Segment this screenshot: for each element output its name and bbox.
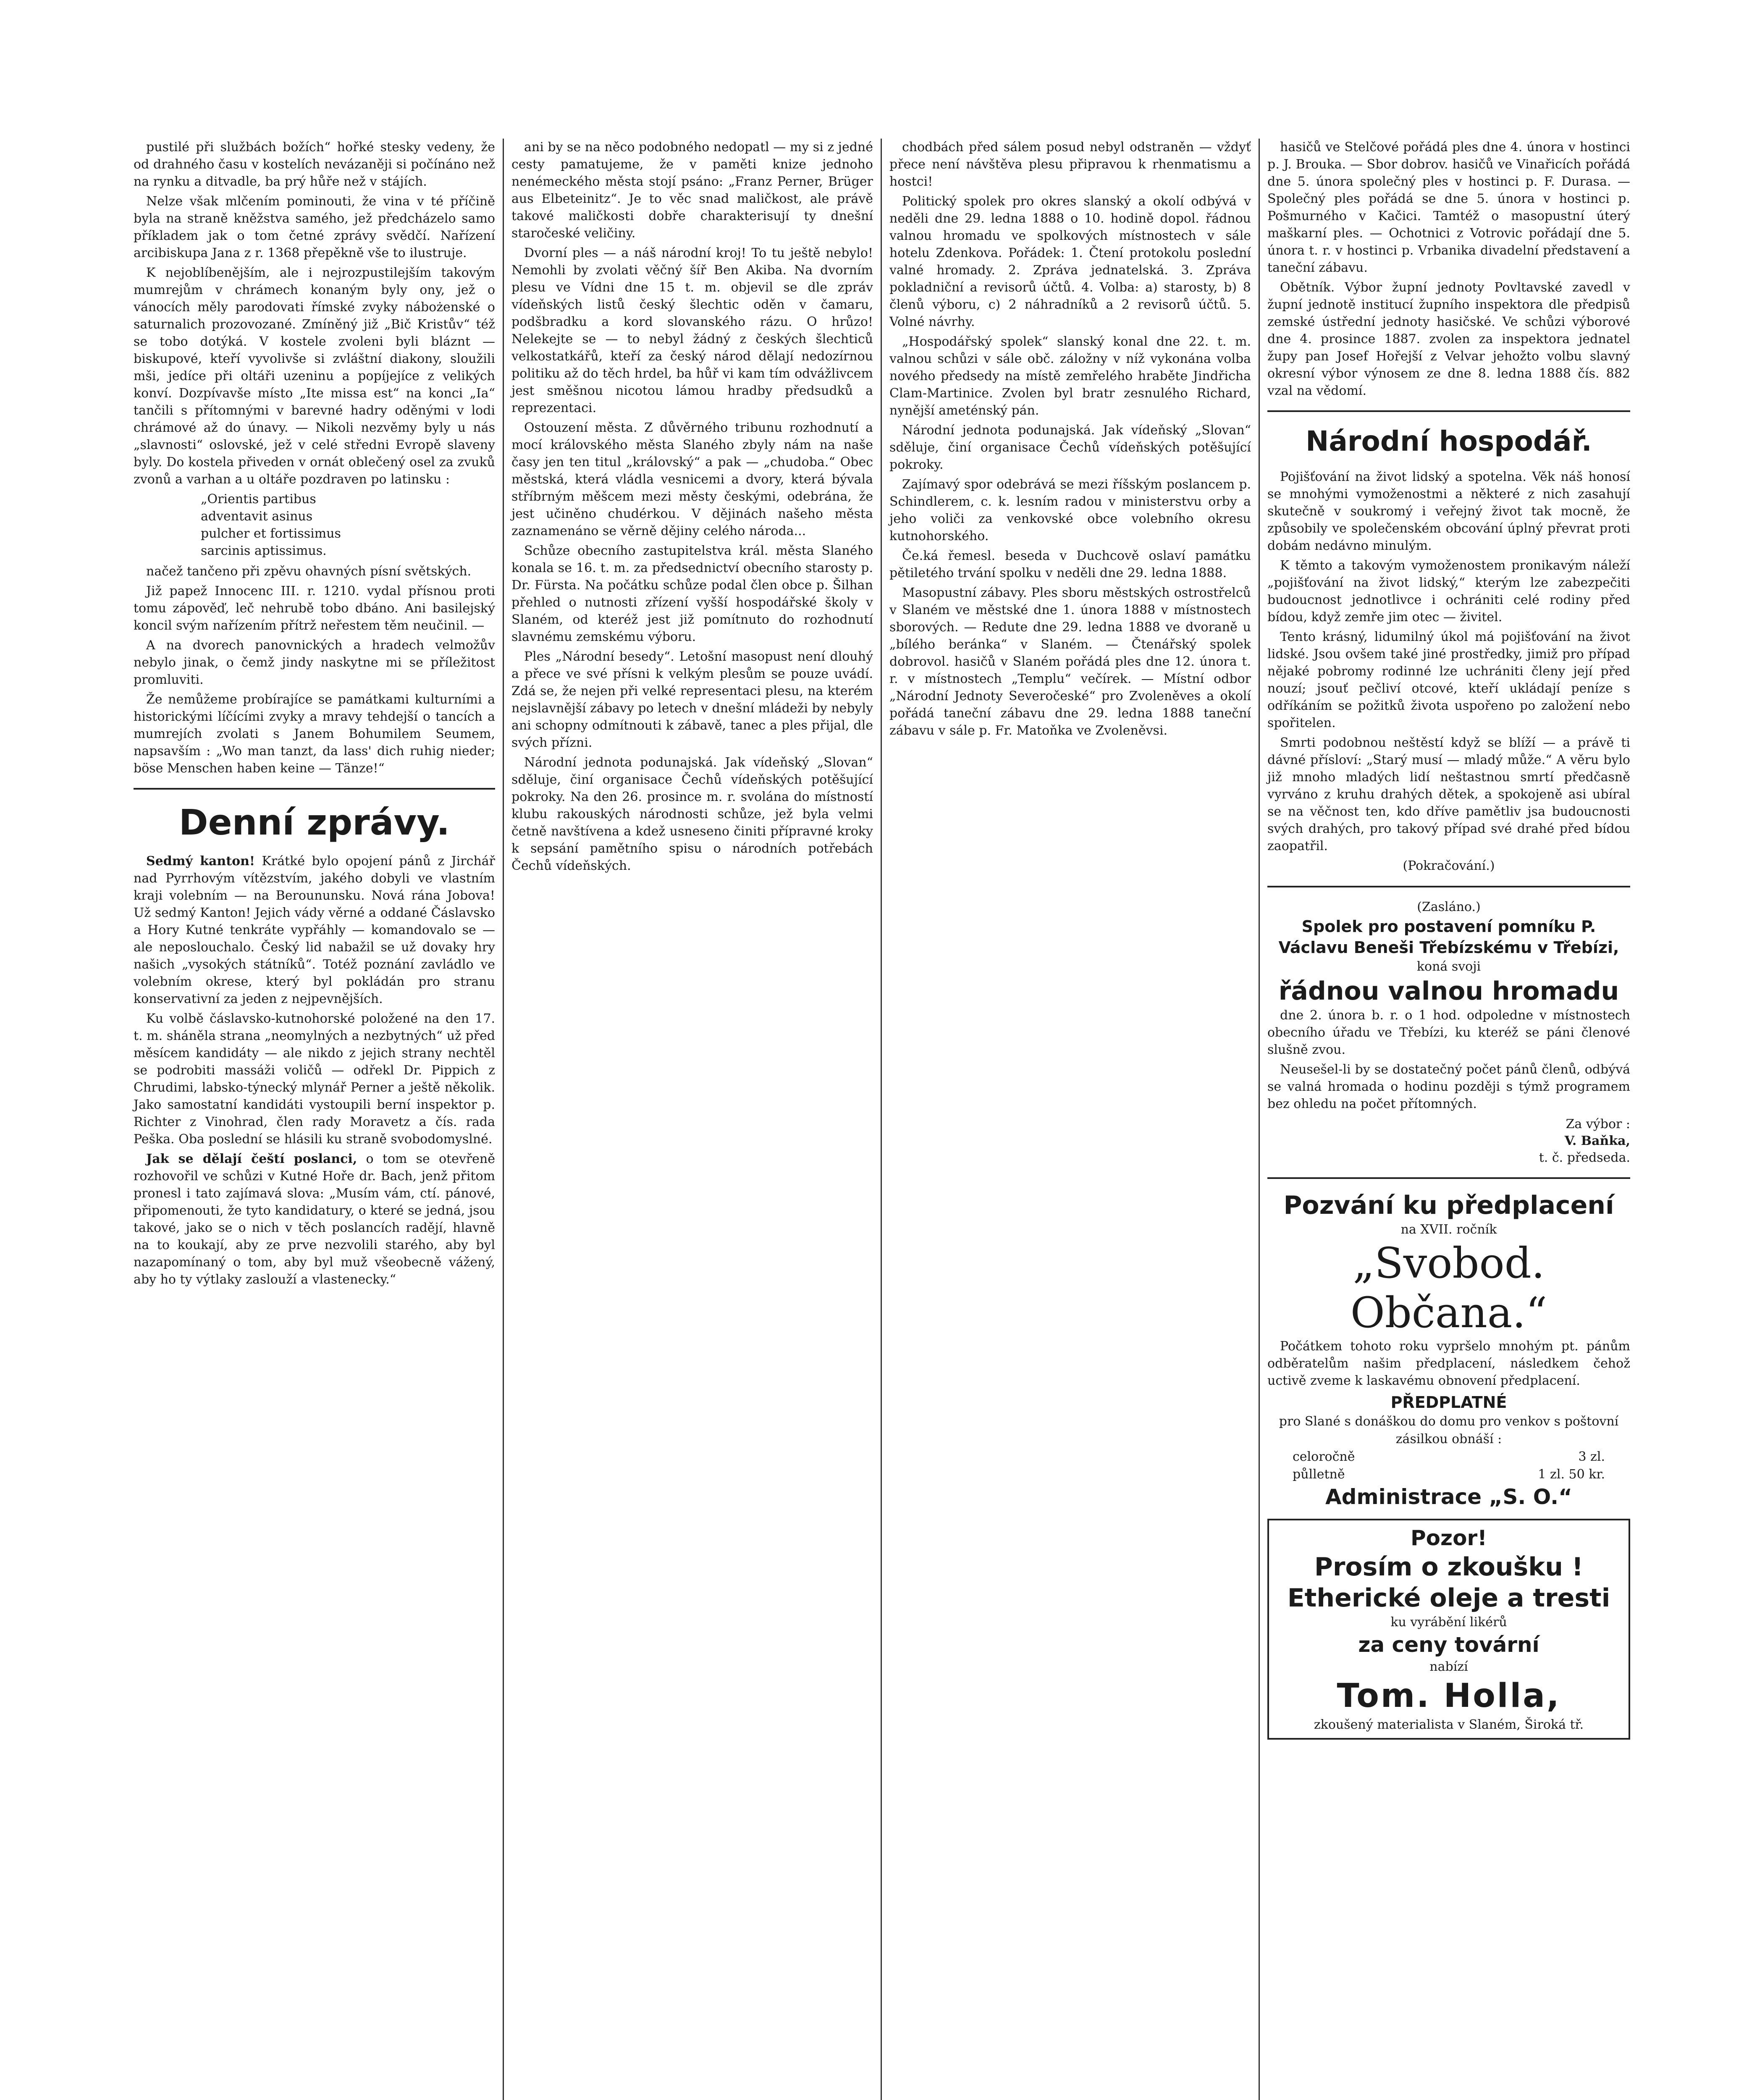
ad-line: za ceny tovární [1358,1633,1539,1657]
article-paragraph: chodbách před sálem posud nebyl odstraněn — vždyť přece není návštěva plesu připravou k rhenmatismu a hostci! [889,140,1251,189]
article-paragraph: Národní jednota podunajská. Jak vídeňský „Slovan“ sděluje, činí organisace Čechů vídeňských potěšující pokroky. Na den 26. prosince m. r. svolána do místností klubu rakouských národnosti schůze, jež byla velmi četně navštívena a kdež usneseno činiti přípravné kroky k sepsání pamětního spisu o národních potřebách Čechů vídeňských. [511,755,873,873]
ad-administration: Administrace „S. O.“ [1325,1485,1572,1509]
article-paragraph: Ples „Národní besedy“. Letošní masopust není dlouhý a přece ve své přísni k velkým plesům se pouze uvádí. Zdá se, že nejen při velké representaci plesu, na kterém nejslavnější zábavy po letech v dnešní mládeži by nebyly ani schopny odmítnouti k zábavě, tanec a ples přijal, dle svých přízni. [511,649,873,750]
article-paragraph: Schůze obecního zastupitelstva král. města Slaného konala se 16. t. m. za předsednictví obecního starosty p. Dr. Fürsta. Na počátku schůze podal člen obce p. Šilhan přehled o nutnosti zřízení vyšší hospodářské školy v Slaném, od kteréž jest již pomítnuto do rozhodnutí slavnému zemskému výboru. [511,543,873,644]
verse-line: „Orientis partibus [201,492,316,507]
divider [1267,886,1630,887]
news-item [134,853,495,1008]
section-heading-narodni-hospodar: Národní hospodář. [1306,425,1592,457]
verse-line: adventavit asinus [201,509,313,524]
article-paragraph: „Hospodářský spolek“ slanský konal dne 22. t. m. valnou schůzi v sále obč. záložny v níž vykonána volba nového předsedy na místě zemřelého hraběte Jindřicha Clam-Martinice. Zvolen byl bratr zesnulého Richard, nynější ameténský pán. [889,334,1251,418]
ad-org: Spolek pro postavení pomníku P. Václavu Beneši Třebízskému v Třebízi, [1278,917,1619,957]
ad-line: Etherické oleje a tresti [1287,1583,1610,1613]
article-paragraph: Již papež Innocenc III. r. 1210. vydal přísnou proti tomu zápověď, leč nehrubě tobo dbáno. Ani basilejský koncil svým nařízením přítrž neřestem těm neučinil. — [134,584,495,633]
article-paragraph: Pojišťování na život lidský a spotelna. Věk náš honosí se mnohými vymoženostmi a některé z nich zasahují skutečně v soukromý i veřejný život tak mocně, že způsobily ve společenském obcování úplný převrat proti dobám nedávno minulým. [1267,470,1630,553]
article-paragraph: Tento krásný, lidumilný úkol má pojišťování na život lidské. Jsou ovšem také jiné prostředky, jimiž pro případ nějaké pobromy rodinné lze uchrániti členy její před nouzí; jsouť pečliví otcové, kteří ukládají peníze s odříkáním se požitků života uspořeno po založení nebo spořitelen. [1267,630,1630,730]
verse-line: pulcher et fortissimus [201,526,341,541]
ad-subtitle: PŘEDPLATNÉ [1390,1393,1507,1412]
ad-line: zkoušený materialista v Slaném, Široká tř. [1314,1717,1584,1732]
ad-title: řádnou valnou hromadu [1278,976,1619,1006]
ad-etherical-oils [1267,1519,1630,1740]
article-paragraph: Če.ká řemesl. beseda v Duchcově oslaví památku pětiletého trvání spolku v neděli dne 29. ledna 1888. [889,549,1251,580]
column-4 [1260,139,1638,2100]
divider [1267,1177,1630,1179]
article-paragraph: Nelze však mlčením pominouti, že vina v té příčině byla na straně kněžstva samého, jež předcházelo samo příkladem jak o tom četné zprávy svědčí. Nařízení arcibiskupa Jana z r. 1368 přepěkně vše to ilustruje. [134,194,495,260]
news-text: Ku volbě čáslavsko-kutnohorské položené na den 17. t. m. sháněla strana „neomylných a nezbytných“ už před měsícem kandidáty — ale nikdo z jejich strany nechtěl se podrobiti massáži voličů — odřekl Dr. Pippich z Chrudimi, labsko-týnecký mlynář Perner a ještě několik. Jako samostatní kandidáti vystoupili berní inspektor p. Richter z Vinohrad, člen rady Moravetz a čís. rada Peška. Oba poslední se hlásili ku straně svobodomyslné. [134,1011,495,1147]
article-paragraph: načež tančeno při zpěvu ohavných písní světských. [146,564,472,579]
news-lead: Sedmý kanton! [146,854,255,869]
ad-line: nabízí [1429,1659,1468,1674]
article-paragraph: Že nemůžeme probírajíce se památkami kulturními a historickými líčícími zvyky a mravy tehdejší o tancích a mumrejích zvolati s Janem Bohumilem Seumem, napsavším : „Wo man tanzt, da lass' dich ruhig nieder; böse Menschen haben keine — Tänze!“ [134,692,495,776]
columns [126,139,1681,2100]
price-row: půlletně 1 zl. 50 kr. [1293,1467,1605,1482]
ad-body: Neusešel-li by se dostatečný počet pánů členů, odbývá se valná hromada o hodinu později s týmž programem bez ohledu na počet přítomných. [1267,1062,1630,1111]
news-text: o tom se otevřeně rozhovořil ve schůzi v Kutné Hoře dr. Bach, jenž přitom pronesl i tato zajímavá slova: „Musím vám, ctí. pánové, připomenouti, že tyto kandidatury, o které se jedná, jsou takové, jako se o nich v těch poslancích radějí, hlavně na to koukají, aby ze prve nezvolili starého, aby byl nazapomínaný o tom, aby byl muž všeobecně vážený, aby ho ty výtlaky zaslouží a vlastenecky.“ [134,1152,495,1287]
ad-line: ku vyrábění likérů [1390,1615,1507,1630]
ad-valna-hromada [1267,916,1630,1166]
divider [1267,410,1630,412]
article-paragraph: Obětník. Výbor župní jednoty Povltavské zavedl v župní jednotě institucí župního inspektora dle předpisů zemské ústřední jednoty hasičské. Ve schůzi výborové dne 4. prosince 1887. zvolen za inspektora jednatel župy pan Josef Hořejší z Velvar jehožto volbu slavný okresní výbor výnosem ze dne 8. ledna 1888 čís. 882 vzal na vědomí. [1267,280,1630,398]
ad-line: Pozor! [1411,1526,1487,1550]
article-paragraph: pustilé při službách božích“ hořké stesky vedeny, že od drahného času v kostelích nevázaněji si počínáno než na rynku a ditvadle, ba prý hůře než v stájích. [134,140,495,189]
article-paragraph: ani by se na něco podobného nedopatl — my si z jedné cesty pamatujeme, že v paměti knize jednoho nenémeckého města stojí psáno: „Franz Perner, Brüger aus Elbeteinitz“. Je to věc snad maličkost, ale právě takové maličkosti dobře charakterisují ty dnešní staročeské veličiny. [511,140,873,241]
ad-merchant: Tom. Holla, [1337,1677,1561,1715]
article-paragraph: Zajímavý spor odebrává se mezi říšským poslancem p. Schindlerem, c. k. lesním radou v ministerstvu orby a jeho voliči za venkovské obce volebního okresu kutnohorského. [889,477,1251,543]
article-paragraph: Ostouzení města. Z důvěrného tribunu rozhodnutí a mocí královského města Slaného zbyly nám na naše časy jen ten titul „královský“ a pak — „chudoba.“ Obec městská, která vládla vesnicemi a dvory, která bývala stříbrným měšcem mezi městy českými, odebrána, že jest učiněno chudérkou. V dějinách našeho města zaznamenáno se věrně dějiny celého národa... [511,420,873,538]
continued-note: (Pokračování.) [1403,858,1495,873]
column-1 [126,139,504,2100]
verse-line: sarcinis aptissimus. [201,543,327,558]
column-3 [882,139,1260,2100]
section-heading-denni-zpravy: Denní zprávy. [178,802,450,843]
article-paragraph: Smrti podobnou neštěstí když se blíží — a právě ti dávné přísloví: „Starý musí — mladý může.“ A věru bylo již mnoho mladých lidí neštastnou smrtí předčasně vyrváno z kruhu drahých dětek, a spokojeně asi ubíral se na věčnost ten, kdo dříve pamětliv jsa budoucnosti svých drahých, pro takový případ své drahé před bídou zaopatřil. [1267,735,1630,853]
article-paragraph: Masopustní zábavy. Ples sboru městských ostrostřelců v Slaném ve městské dne 1. února 1888 v místnostech sborových. — Redute dne 29. ledna 1888 ve dvoraně u „bílého beránka“ v Slaném. — Čtenářský spolek dobrovol. hasičů v Slaném pořádá ples dne 12. února t. r. v místnostech „Templu“ večírek. — Místní odbor „Národní Jednoty Severočeské“ pro Zvoleněves a okolí pořádá taneční zábavu dne 29. ledna 1888 taneční zábavu v sále p. Fr. Matoňka ve Zvoleněvsi. [889,585,1251,738]
ad-line: Prosím o zkoušku ! [1314,1552,1584,1582]
ad-title: Pozvání ku předplacení [1283,1191,1614,1220]
article-paragraph: K těmto a takovým vymoženostem pronikavým náleží „pojišťování na život lidský,“ kterým lze zabezpečiti budoucnost jednotlivce i ochrániti celé rodiny před bídou, když zemře jim otec — živitel. [1267,558,1630,625]
ad-newspaper-name: „Svobod. Občana.“ [1350,1239,1547,1337]
article-paragraph: A na dvorech panovnických a hradech velmožův nebylo jinak, o čemž jindy naskytne mi se příležitost promluviti. [134,638,495,687]
news-item [134,1150,495,1288]
article-paragraph: K nejoblíbenějším, ale i nejrozpustilejším takovým mumrejům v chrámech konaným byly ony, jež o vánocích měly parodovati římské zvyky nábożenské o saturnalich prozovozané. Zmíněný již „Bič Kristův“ též se tobo dotýká. V kostele zvoleni byli bláznt — biskupové, kteří vyvolivše si zvláštní diakony, sloužili mši, jedíce při oltáři uzeninu a popíjejíce z velikých konví. Dozpívavše místo „Ite missa est“ na konci „Ia“ tančili s přítomnými v barevné hadry oděnými v lodi chrámové až do únavy. — Nikoli nezvěmy byly u nás „slavnosti“ oslovské, jež v celé středni Evropě slaveny byly. Do kostela přiveden v ornát oblečený osel za zvuků zvonů a varhan a u oltáře pozdraven po latinsku : [134,265,495,487]
latin-verse [201,491,495,559]
ad-signature: Za výbor : V. Baňka, t. č. předseda. [1539,1117,1630,1165]
ad-line: na XVII. ročník [1400,1222,1497,1237]
ad-body: Počátkem tohoto roku vypršelo mnohým pt. pánům odběratelům našim předplacení, následkem čehož uctivě zveme k laskavému obnovení předplacení. [1267,1339,1630,1388]
news-text: Krátké bylo opojení pánů z Jirchář nad Pyrrhovým vítězstvím, jakého dobyli ve vlastním kraji volebním — na Beroununsku. Nová rána Jobova! Už sedmý Kanton! Jejich vády věrné a oddané Čáslavsko a Hory Kutné tenkráte vypřáhly — komandovalo se — ale neposlouchalo. Český lid nabažil se už dovaky hry našich „vysokých státníků“. Totéž poznání zavládlo ve volebním okrese, který byl pokládán pro stranu konservativní za jeden z nejpevnějších. [134,854,496,1006]
article-paragraph: Národní jednota podunajská. Jak vídeňský „Slovan“ sděluje, činí organisace Čechů vídeňských potěšující pokroky. [889,423,1251,472]
article-paragraph: Dvorní ples — a náš národní kroj! To tu ještě nebylo! Nemohli by zvolati věčný šíř Ben Akiba. Na dvorním plesu ve Vídni dne 15 t. m. objevil se dle zpráv vídeňských listů český šlechtic oděn v čamaru, podšbradku a kord slovanského rázu. O hrůzo! Nelekejte se — to nebyl žádný z českých šlechticů velkostatkářů, kteří za český národ dělají nedozírnou politiku až do těch hrdel, ba hůř vi kam tím odvážlivcem jest směšnou nicotou lámou hradby předsudků a reprezentaci. [511,246,873,415]
news-lead: Jak se dělají čeští poslanci, [146,1152,357,1166]
ad-body: dne 2. února b. r. o 1 hod. odpoledne v místnostech obecního úřadu ve Třebízi, ku kteréž se páni členové slušně zvou. [1267,1008,1630,1057]
ad-line: pro Slané s donáškou do domu pro venkov s poštovní zásilkou obnáší : [1279,1414,1619,1446]
article-paragraph: Politický spolek pro okres slanský a okolí odbývá v neděli dne 29. ledna 1888 o 10. hodině dopol. řádnou valnou hromadu ve spolkových místnostech v sále hotelu Zdenkova. Pořádek: 1. Čtení protokolu poslední valné hromady. 2. Zpráva jednatelská. 3. Zpráva pokladniční a revisorů účtů. 4. Volba: a) starosty, b) 8 členů výboru, c) 2 náhradníků a 2 revisorů účtů. 5. Volné návrhy. [889,194,1251,329]
zaslano-label: (Zasláno.) [1417,900,1481,914]
divider [134,788,495,790]
ad-line: koná svoji [1416,959,1481,974]
news-item [134,1010,495,1148]
column-2 [504,139,882,2100]
price-row: celoročně 3 zl. [1293,1449,1605,1464]
ad-predplaceni [1267,1190,1630,1510]
article-paragraph: hasičů ve Stelčové pořádá ples dne 4. února v hostinci p. J. Brouka. — Sbor dobrov. hasičů ve Vinařicích pořádá dne 5. února společný ples v hostinci p. F. Durasa. — Společný ples pořádá se dne 5. února v hostinci p. Pošmurného v Kačici. Tamtéž o masopustní úterý maškarní ples. — Ochotnici z Votrovic pořádají dne 5. února t. r. v hostinci p. Vrbanika divadelní představení a taneční zábavu. [1267,140,1630,275]
